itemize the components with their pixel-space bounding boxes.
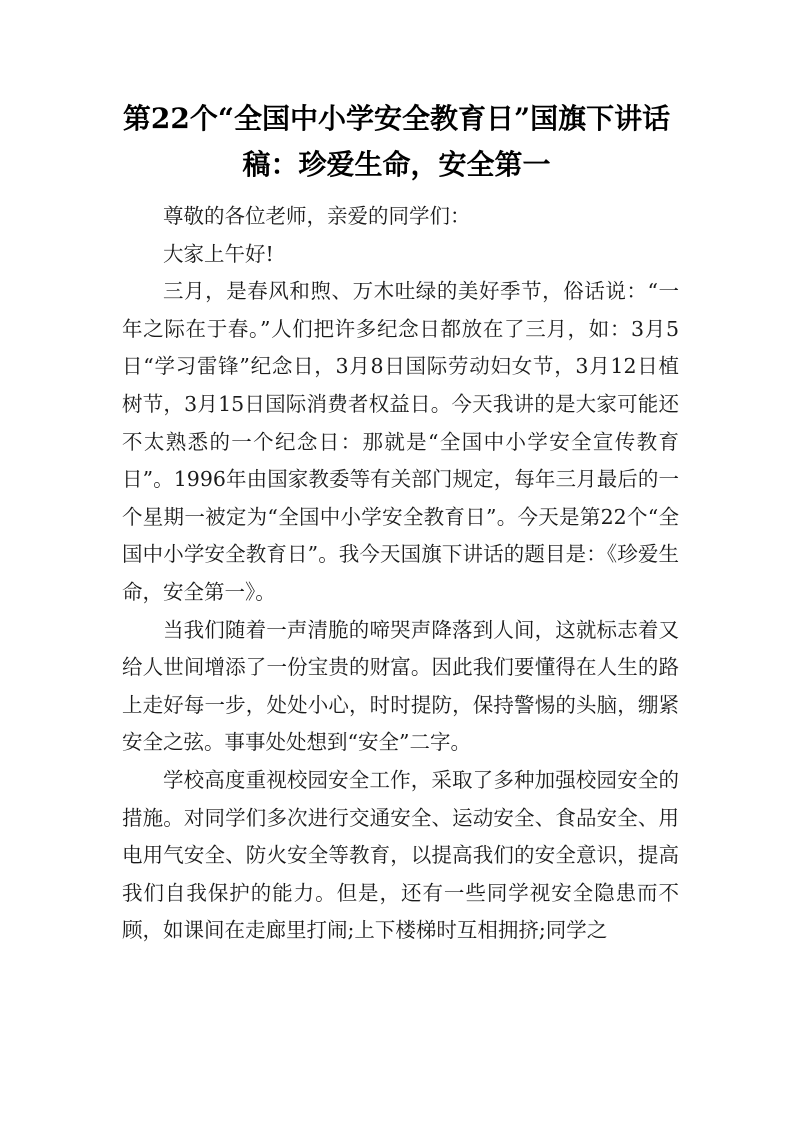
paragraph-greeting: 尊敬的各位老师，亲爱的同学们： bbox=[163, 204, 471, 228]
paragraph-march-days: 三月，是春风和煦、万木吐绿的美好季节，俗话说：“一年之际在于春。”人们把许多纪念日都放在了三月，如：3月5日“学习雷锋”纪念日，3月8日国际劳动妇女节，3月12日植树节，3月15日国际消费者权益日。今天我讲的是大家可能还不太熟悉的一个纪念日：那就是“全国中小学安全宣传教育日”。1996年由国家教委等有关部门规定，每年三月最后的一个星期一被定为“全国中小学安全教育日”。今天是第22个“全国中小学安全教育日”。我今天国旗下讲话的题目是：《珍爱生命，安全第一》。 bbox=[122, 279, 679, 604]
paragraph-life: 当我们随着一声清脆的啼哭声降落到人间，这就标志着又给人世间增添了一份宝贵的财富。因此我们要懂得在人生的路上走好每一步，处处小心，时时提防，保持警惕的头脑，绷紧安全之弦。事事处处想到“安全”二字。 bbox=[122, 617, 679, 755]
paragraph-school-safety: 学校高度重视校园安全工作，采取了多种加强校园安全的措施。对同学们多次进行交通安全、运动安全、食品安全、用电用气安全、防火安全等教育，以提高我们的安全意识，提高我们自我保护的能力。但是，还有一些同学视安全隐患而不顾，如课间在走廊里打闹;上下楼梯时互相拥挤;同学之 bbox=[122, 767, 679, 943]
document-body bbox=[122, 198, 679, 950]
document-title: 第22个“全国中小学安全教育日”国旗下讲话稿：珍爱生命，安全第一 bbox=[122, 102, 671, 181]
paragraph-hello: 大家上午好! bbox=[163, 241, 274, 266]
